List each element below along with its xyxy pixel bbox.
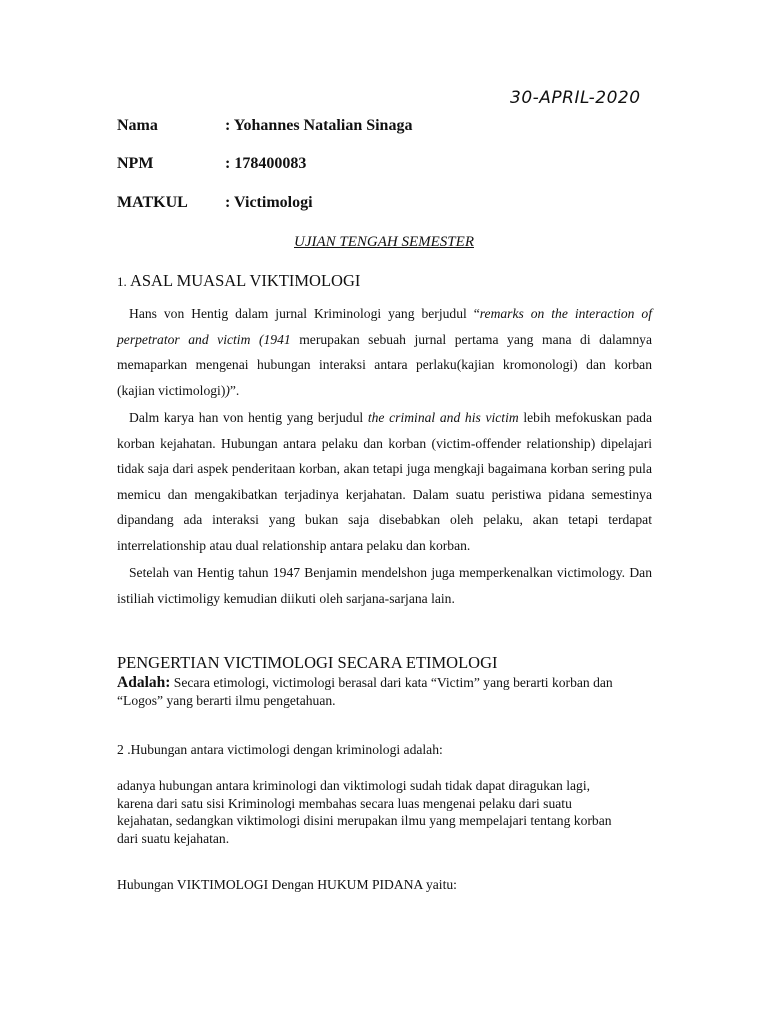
paragraph-3: Setelah van Hentig tahun 1947 Benjamin mendelshon juga memperkenalkan victimology. Dan istiliah victimoligy kemudian diikuti oleh sarjana-sarjana lain. bbox=[117, 565, 652, 606]
paragraph-1: Hans von Hentig dalam jurnal Kriminologi yang berjudul “remarks on the interaction of perpetrator and victim (1941 merupakan sebuah jurnal pertama yang mana di dalamnya memaparkan mengenai hubungan interaksi antara perlaku(kajian kromonologi) dan korban (kajian victimologi))”. bbox=[117, 306, 652, 398]
etimologi-definition bbox=[117, 674, 637, 709]
matkul-field bbox=[117, 194, 313, 212]
matkul-label: MATKUL bbox=[117, 194, 188, 211]
etimologi-lead: Adalah: bbox=[117, 674, 171, 691]
name-field bbox=[117, 117, 412, 135]
hukum-pidana-heading: Hubungan VIKTIMOLOGI Dengan HUKUM PIDANA yaitu: bbox=[117, 877, 457, 892]
npm-label: NPM bbox=[117, 155, 154, 172]
section-1-body bbox=[117, 301, 652, 611]
etimologi-heading: PENGERTIAN VICTIMOLOGI SECARA ETIMOLOGI bbox=[117, 653, 498, 672]
paragraph-2: Dalm karya han von hentig yang berjudul the criminal and his victim lebih mefokuskan pada korban kejahatan. Hubungan antara pelaku dan korban (victim-offender relationship) dipelajari tidak saja dari aspek penderitaan korban, akan tetapi juga mengkaji bagaimana korban sering pula memicu dan mengakibatkan terjadinya kerjahatan. Dalam suatu peristiwa pidana semestinya dipandang ada interaksi yang bukan saja disebabkan oleh pelaku, akan tetapi terdapat interrelationship atau dual relationship antara pelaku dan korban. bbox=[117, 410, 652, 553]
npm-value: : 178400083 bbox=[225, 155, 307, 172]
section-2-question: 2 .Hubungan antara victimologi dengan kriminologi adalah: bbox=[117, 742, 443, 757]
document-date: 30-APRIL-2020 bbox=[510, 88, 641, 108]
npm-field bbox=[117, 155, 306, 173]
matkul-value: : Victimologi bbox=[225, 194, 313, 211]
section-1-heading bbox=[117, 271, 360, 291]
section-1-number: 1. bbox=[117, 274, 127, 289]
name-label: Nama bbox=[117, 117, 158, 134]
name-value: : Yohannes Natalian Sinaga bbox=[225, 117, 413, 134]
document-title: UJIAN TENGAH SEMESTER bbox=[294, 234, 474, 250]
section-1-title: ASAL MUASAL VIKTIMOLOGI bbox=[129, 271, 361, 290]
etimologi-text: Secara etimologi, victimologi berasal dari kata “Victim” yang berarti korban dan “Logos” yang berarti ilmu pengetahuan. bbox=[117, 675, 613, 708]
section-2-answer: adanya hubungan antara kriminologi dan viktimologi sudah tidak dapat diragukan lagi, karena dari satu sisi Kriminologi membahas secara luas mengenai pelaku dari suatu kejahatan, sedangkan viktimologi disini merupakan ilmu yang mempelajari tentang korban dari suatu kejahatan. bbox=[117, 778, 612, 846]
